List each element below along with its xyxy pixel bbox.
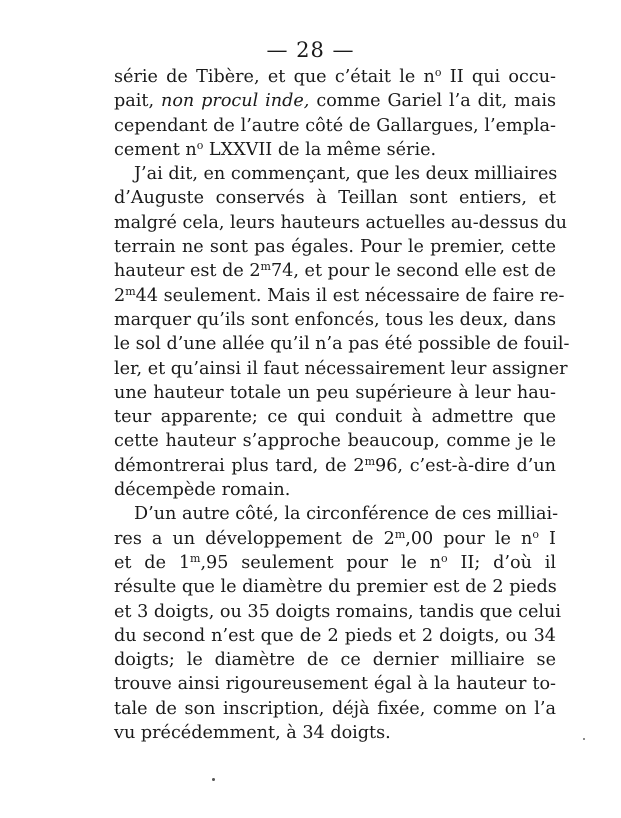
text-run: malgré cela, leurs hauteurs actuelles au-dessus du: [114, 212, 567, 233]
text-run: comme Gariel l’a dit, mais: [309, 91, 556, 112]
text-run: LXXVII de la même série.: [203, 139, 437, 160]
text-line: [114, 478, 556, 502]
text-line: [114, 672, 556, 696]
text-line: [114, 138, 556, 162]
text-run: I: [538, 528, 556, 549]
text-line: [114, 357, 568, 381]
text-line: [114, 600, 562, 624]
ink-speck: [583, 738, 585, 740]
superscript: m: [125, 284, 136, 298]
text-run: ,00 pour le n: [405, 528, 533, 549]
text-line: [114, 65, 556, 89]
italic-phrase: non procul inde,: [160, 91, 310, 112]
page-number: — 28 —: [266, 38, 355, 62]
text-line: [114, 527, 556, 551]
superscript: m: [394, 527, 406, 541]
text-run: tale de son inscription, déjà fixée, comme on l’a: [114, 698, 556, 719]
superscript: o: [532, 527, 539, 541]
text-run: 44 seulement. Mais il est nécessaire de faire re-: [135, 285, 565, 306]
text-line: [114, 454, 556, 478]
text-run: et de 1: [114, 552, 191, 573]
ink-speck: [212, 778, 215, 781]
text-line: [114, 259, 556, 283]
text-line: [114, 186, 556, 210]
text-run: 74, et pour le second elle est de: [270, 261, 556, 282]
text-run: marquer qu’ils sont enfoncés, tous les deux, dans: [114, 309, 556, 330]
superscript: m: [364, 454, 375, 468]
text-line: [114, 308, 556, 332]
text-run: série de Tibère, et que c’était le n: [114, 67, 435, 87]
text-run: J’ai dit, en commençant, que les deux milliaires: [134, 164, 558, 185]
superscript: o: [196, 138, 204, 152]
text-line: [114, 551, 556, 575]
body-text: [114, 65, 570, 745]
text-line: [114, 284, 565, 308]
text-run: teur apparente; ce qui conduit à admettre que: [114, 407, 556, 428]
superscript: m: [190, 551, 201, 565]
text-run: pait,: [114, 91, 161, 112]
text-line: [114, 624, 556, 648]
superscript: o: [441, 551, 448, 565]
text-run: vu précédemment, à 34 doigts.: [114, 723, 391, 744]
text-line: [114, 721, 556, 745]
text-run: démontrerai plus tard, de 2: [114, 455, 365, 476]
text-line: [114, 502, 559, 526]
text-run: cement n: [114, 139, 197, 160]
text-run: cette hauteur s’approche beaucoup, comme je le: [114, 431, 556, 452]
text-run: d’Auguste conservés à Teillan sont entiers, et: [114, 188, 556, 209]
text-run: doigts; le diamètre de ce dernier milliaire se: [114, 650, 556, 671]
text-line: [114, 648, 556, 672]
text-run: le sol d’une allée qu’il n’a pas été possible de fouil-: [114, 334, 570, 355]
text-line: [114, 89, 556, 113]
text-run: hauteur est de 2: [114, 261, 261, 282]
superscript: o: [434, 66, 442, 79]
text-line: [114, 381, 556, 405]
text-line: [114, 332, 570, 356]
text-run: II; d’où il: [447, 552, 557, 573]
text-run: et 3 doigts, ou 35 doigts romains, tandis que celui: [114, 601, 562, 622]
text-line: [114, 235, 556, 259]
text-line: [114, 114, 556, 138]
text-run: ,95 seulement pour le n: [200, 552, 442, 573]
text-run: une hauteur totale un peu supérieure à leur hau-: [114, 382, 556, 403]
text-line: [114, 575, 556, 599]
text-line: [114, 211, 567, 235]
text-run: ler, et qu’ainsi il faut nécessairement leur assigner: [114, 358, 568, 379]
text-run: terrain ne sont pas égales. Pour le premier, cette: [114, 237, 556, 258]
text-run: décempède romain.: [114, 480, 291, 501]
text-run: cependant de l’autre côté de Gallargues, l’empla-: [114, 115, 556, 136]
text-run: res a un développement de 2: [114, 528, 395, 549]
text-run: trouve ainsi rigoureusement égal à la hauteur to-: [114, 674, 556, 695]
text-line: [114, 429, 556, 453]
superscript: m: [260, 260, 271, 274]
text-run: D’un autre côté, la circonférence de ces milliai-: [134, 504, 559, 525]
text-run: du second n’est que de 2 pieds et 2 doigts, ou 34: [114, 625, 556, 646]
text-line: [114, 697, 556, 721]
text-run: 2: [114, 285, 126, 306]
text-run: résulte que le diamètre du premier est de 2 pieds: [114, 577, 557, 598]
text-line: [114, 405, 556, 429]
text-line: [114, 162, 556, 186]
text-run: II qui occu-: [441, 67, 556, 87]
text-run: 96, c’est-à-dire d’un: [375, 455, 557, 476]
